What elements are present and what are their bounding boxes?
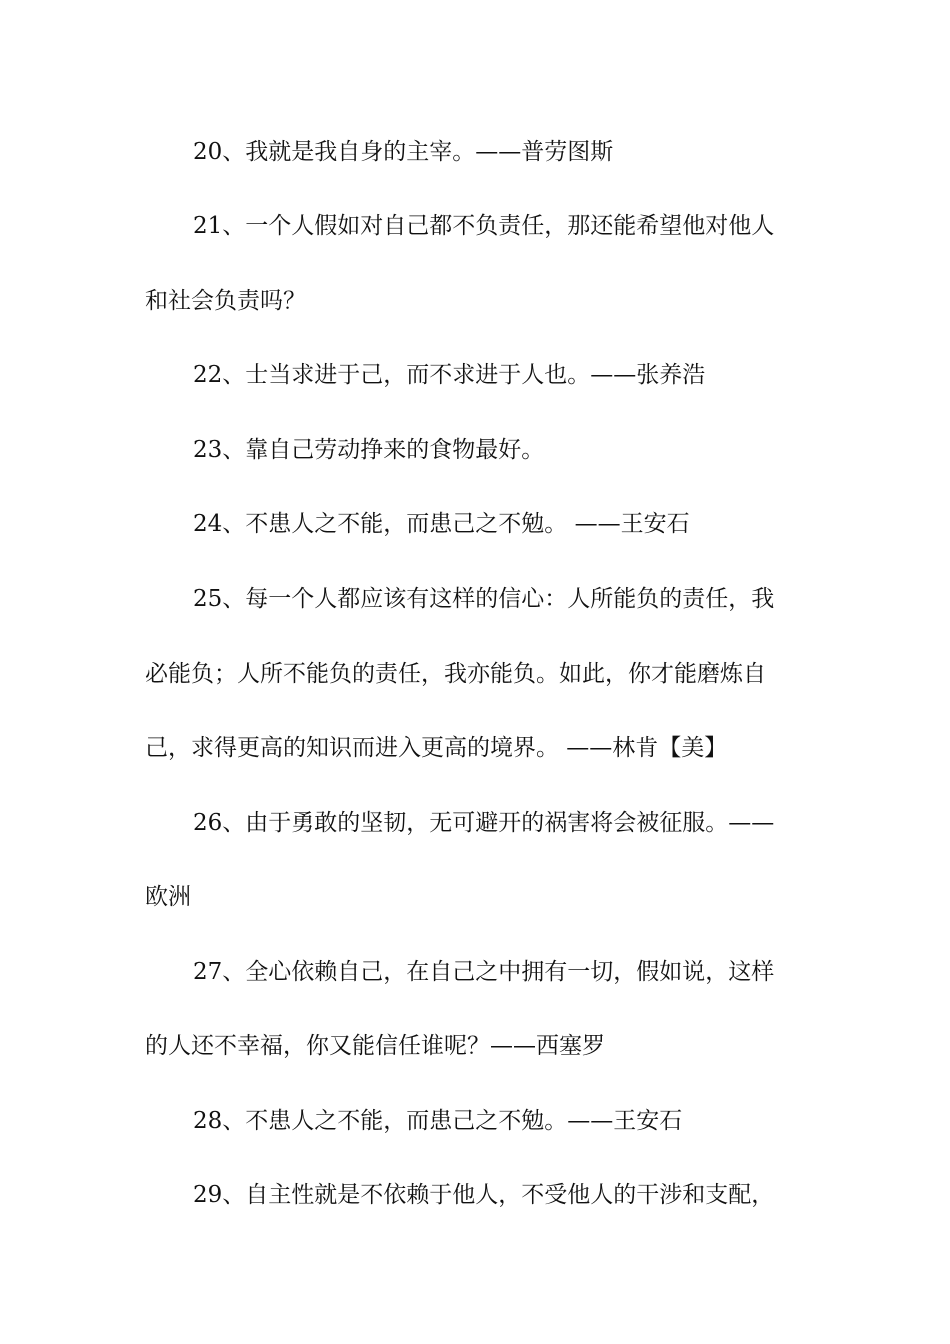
quote-21-continued: 和社会负责吗？ [145, 288, 306, 314]
quote-23: 23、靠自己劳动挣来的食物最好。 [193, 437, 545, 463]
quote-20: 20、我就是我自身的主宰。——普劳图斯 [193, 139, 614, 165]
quote-21: 21、一个人假如对自己都不负责任，那还能希望他对他人 [193, 213, 775, 239]
quote-28: 28、不患人之不能，而患己之不勉。——王安石 [193, 1108, 683, 1134]
quote-29: 29、自主性就是不依赖于他人，不受他人的干涉和支配， [193, 1182, 775, 1208]
quote-25-continued-2: 己，求得更高的知识而进入更高的境界。 ——林肯【美】 [145, 735, 728, 761]
quote-26: 26、由于勇敢的坚韧，无可避开的祸害将会被征服。—— [193, 810, 775, 836]
quote-27: 27、全心依赖自己，在自己之中拥有一切，假如说，这样 [193, 959, 775, 985]
quote-27-continued: 的人还不幸福，你又能信任谁呢？——西塞罗 [145, 1033, 605, 1059]
quote-24: 24、不患人之不能，而患己之不勉。 ——王安石 [193, 511, 690, 537]
quote-22: 22、士当求进于己，而不求进于人也。——张养浩 [193, 362, 706, 388]
quote-25: 25、每一个人都应该有这样的信心：人所能负的责任，我 [193, 586, 775, 612]
quote-26-continued: 欧洲 [145, 884, 191, 910]
quote-25-continued-1: 必能负；人所不能负的责任，我亦能负。如此，你才能磨炼自 [145, 661, 766, 687]
